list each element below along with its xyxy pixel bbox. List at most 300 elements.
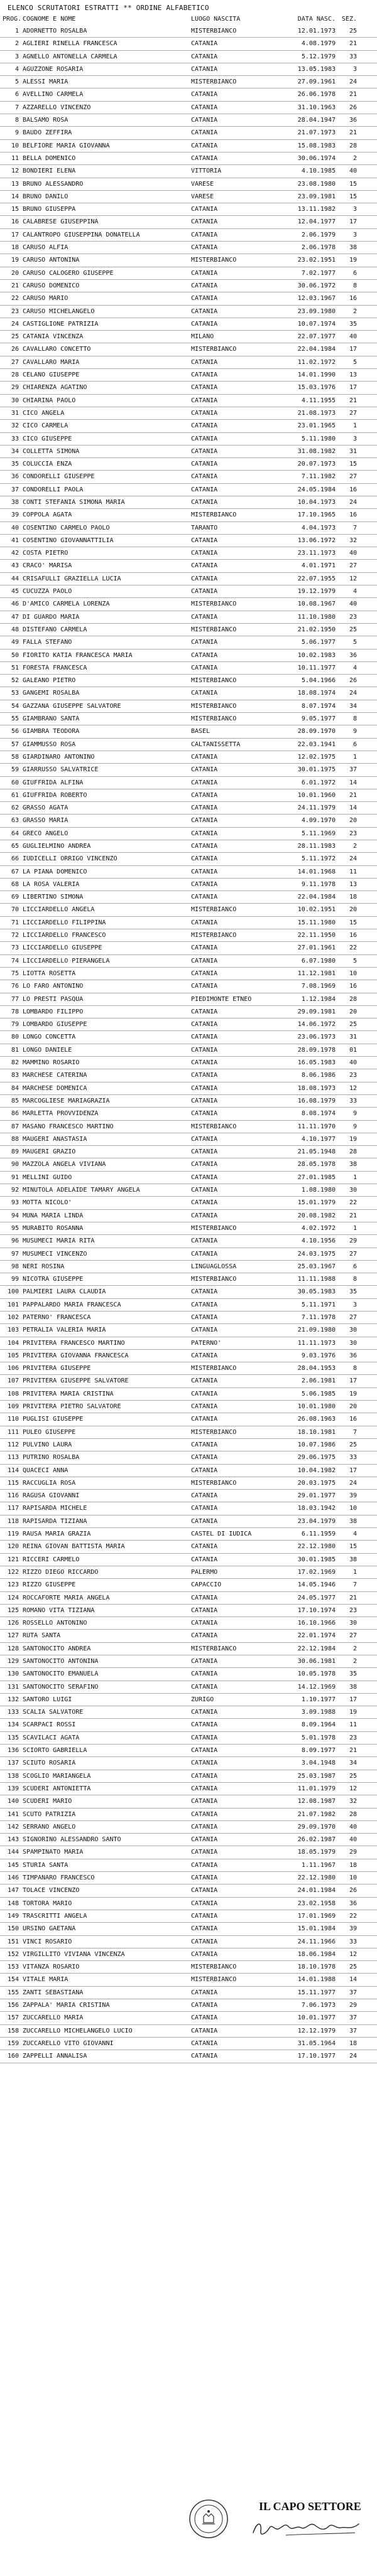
table-row (0, 585, 377, 598)
table-row (0, 929, 377, 942)
table-row (0, 1069, 377, 1082)
row-birthdate: 18.05.1979 (297, 1849, 336, 1856)
row-number: 124 (7, 1594, 19, 1601)
row-number: 83 (11, 1072, 19, 1079)
table-row (0, 1197, 377, 1209)
row-birthdate: 18.10.1981 (297, 1428, 336, 1436)
row-number: 113 (7, 1454, 19, 1462)
table-row (0, 1605, 377, 1617)
row-number: 107 (7, 1377, 19, 1385)
row-name: NICOTRA GIUSEPPE (23, 1276, 84, 1283)
row-birthplace: CATANIA (191, 1199, 218, 1207)
row-birthdate: 5.06.1977 (301, 639, 336, 646)
row-number: 135 (7, 1734, 19, 1741)
row-section: 39 (349, 1925, 357, 1933)
row-section: 7 (352, 524, 357, 532)
table-row (0, 1668, 377, 1681)
row-name: LICCIARDELLO GIUSEPPE (23, 944, 102, 952)
row-name: CELANO GIUSEPPE (23, 371, 80, 379)
row-name: AGLIERI RINELLA FRANCESCA (23, 40, 117, 48)
row-birthplace: CATANIA (191, 957, 218, 965)
row-number: 15 (11, 206, 19, 213)
table-row (0, 649, 377, 662)
row-number: 26 (11, 346, 19, 353)
row-number: 56 (11, 728, 19, 735)
row-name: VIRGILLITO VIVIANA VINCENZA (23, 1950, 125, 1958)
row-birthplace: CATANIA (191, 1034, 218, 1041)
row-section: 16 (349, 295, 357, 302)
row-section: 30 (349, 1327, 357, 1334)
table-row (0, 1579, 377, 1591)
row-birthplace: CATANIA (191, 1008, 218, 1015)
row-section: 20 (349, 1008, 357, 1015)
row-birthplace: MISTERBIANCO (191, 1976, 237, 1984)
row-number: 25 (11, 333, 19, 341)
table-row (0, 292, 377, 305)
table-row (0, 828, 377, 840)
row-birthdate: 5.04.1966 (301, 677, 336, 685)
row-section: 35 (349, 320, 357, 328)
row-birthdate: 10.01.1980 (297, 1403, 336, 1411)
row-birthplace: MISTERBIANCO (191, 715, 237, 723)
row-section: 12 (349, 1084, 357, 1092)
table-row (0, 51, 377, 63)
row-birthplace: CATANIA (191, 1517, 218, 1525)
row-birthdate: 15.11.1977 (297, 1989, 336, 1996)
row-name: BELFIORE MARIA GIOVANNA (23, 142, 110, 149)
table-row (0, 407, 377, 420)
row-number: 123 (7, 1581, 19, 1589)
row-section: 3 (352, 65, 357, 73)
row-number: 88 (11, 1135, 19, 1143)
table-row (0, 1006, 377, 1018)
row-birthplace: CATANIA (191, 779, 218, 786)
table-row (0, 560, 377, 572)
row-name: CATANIA VINCENZA (23, 333, 84, 341)
row-name: MASANO FRANCESCO MARTINO (23, 1123, 114, 1130)
row-birthplace: CATANIA (191, 422, 218, 430)
page-title: ELENCO SCRUTATORI ESTRATTI ** ORDINE ALFABETICO (8, 4, 209, 12)
row-section: 23 (349, 830, 357, 837)
row-section: 31 (349, 447, 357, 455)
row-birthplace: CATANIA (191, 1620, 218, 1627)
row-birthdate: 21.08.1973 (297, 409, 336, 417)
row-section: 3 (352, 1301, 357, 1308)
row-birthplace: CATANIA (191, 1250, 218, 1258)
row-name: FIORITO KATIA FRANCESCA MARIA (23, 651, 133, 659)
row-birthplace: CATANIA (191, 218, 218, 226)
row-name: LICCIARDELLO PIERANGELA (23, 957, 110, 965)
row-name: MARCHESE CATERINA (23, 1072, 87, 1079)
row-birthplace: CATANIA (191, 1721, 218, 1729)
table-row (0, 1974, 377, 1986)
row-name: CALABRESE GIUSEPPINA (23, 218, 99, 226)
row-number: 155 (7, 1989, 19, 1996)
table-row (0, 471, 377, 483)
row-birthdate: 3.04.1948 (301, 1760, 336, 1767)
row-birthdate: 16.10.1966 (297, 1620, 336, 1627)
row-number: 108 (7, 1390, 19, 1398)
table-row (0, 1248, 377, 1261)
row-birthdate: 11.11.1970 (297, 1123, 336, 1130)
table-row (0, 1337, 377, 1350)
row-name: RACCUGLIA ROSA (23, 1479, 76, 1487)
row-birthplace: CATANIA (191, 397, 218, 404)
row-birthdate: 2.06.1979 (301, 231, 336, 238)
row-number: 11 (11, 154, 19, 162)
row-number: 60 (11, 779, 19, 786)
row-number: 117 (7, 1505, 19, 1512)
row-birthplace: CATANIA (191, 307, 218, 315)
row-number: 114 (7, 1467, 19, 1474)
table-row (0, 1375, 377, 1387)
row-birthplace: CATANIA (191, 817, 218, 825)
row-section: 21 (349, 129, 357, 137)
row-birthplace: CATANIA (191, 664, 218, 671)
row-number: 131 (7, 1683, 19, 1691)
row-name: MARCHESE DOMENICA (23, 1084, 87, 1092)
row-section: 29 (349, 1237, 357, 1245)
row-birthdate: 11.01.1979 (297, 1785, 336, 1792)
row-number: 46 (11, 601, 19, 608)
row-birthdate: 1.11.1967 (301, 1861, 336, 1869)
row-name: SCUDERI MARIO (23, 1798, 72, 1805)
row-number: 89 (11, 1148, 19, 1156)
row-name: RIZZO DIEGO RICCARDO (23, 1568, 99, 1576)
row-section: 8 (352, 1365, 357, 1372)
row-number: 32 (11, 422, 19, 430)
row-number: 112 (7, 1441, 19, 1448)
row-birthdate: 28.05.1978 (297, 1161, 336, 1168)
row-name: CARUSO CALOGERO GIUSEPPE (23, 269, 114, 277)
row-section: 25 (349, 1441, 357, 1448)
row-section: 30 (349, 1339, 357, 1347)
row-number: 85 (11, 1097, 19, 1104)
row-section: 40 (349, 1836, 357, 1844)
row-number: 63 (11, 817, 19, 825)
table-row (0, 356, 377, 369)
row-number: 101 (7, 1301, 19, 1308)
row-section: 11 (349, 1721, 357, 1729)
row-name: URSINO GAETANA (23, 1925, 76, 1933)
table-row (0, 1312, 377, 1324)
row-name: LO FARO ANTONINO (23, 983, 84, 990)
column-header-section: SEZ. (341, 16, 357, 23)
row-birthplace: CATANIA (191, 1810, 218, 1818)
row-name: PALMIERI LAURA CLAUDIA (23, 1288, 106, 1296)
row-name: CHIARENZA AGATINO (23, 384, 87, 392)
row-name: SCIUTO ROSARIA (23, 1760, 76, 1767)
row-number: 19 (11, 257, 19, 264)
row-number: 68 (11, 880, 19, 888)
row-number: 64 (11, 830, 19, 837)
row-birthplace: CATANIA (191, 1887, 218, 1895)
row-number: 40 (11, 524, 19, 532)
table-row (0, 751, 377, 764)
table-row (0, 420, 377, 432)
row-number: 102 (7, 1313, 19, 1321)
row-name: RICCERI CARMELO (23, 1556, 80, 1563)
table-row (0, 1884, 377, 1897)
row-section: 20 (349, 817, 357, 825)
row-name: CARUSO MICHELANGELO (23, 307, 95, 315)
row-birthplace: CATANIA (191, 1594, 218, 1601)
row-number: 42 (11, 550, 19, 557)
row-name: COLUCCIA ENZA (23, 461, 72, 468)
row-birthplace: CATANIA (191, 154, 218, 162)
row-birthdate: 24.11.1966 (297, 1938, 336, 1945)
table-row (0, 1095, 377, 1108)
row-birthdate: 6.01.1972 (301, 779, 336, 786)
table-row (0, 2038, 377, 2050)
row-name: COSTA PIETRO (23, 550, 68, 557)
table-row (0, 127, 377, 139)
table-row (0, 1515, 377, 1528)
row-name: SERRANO ANGELO (23, 1823, 76, 1830)
column-header-birthplace: LUOGO NASCITA (191, 16, 241, 23)
row-birthplace: MISTERBIANCO (191, 28, 237, 35)
row-birthplace: CATANIA (191, 639, 218, 646)
row-number: 75 (11, 970, 19, 977)
row-birthplace: MISTERBIANCO (191, 932, 237, 939)
row-section: 26 (349, 1887, 357, 1895)
row-number: 54 (11, 702, 19, 710)
row-birthdate: 22.07.1977 (297, 333, 336, 341)
row-number: 104 (7, 1339, 19, 1347)
row-name: MUSUMECI MARIA RITA (23, 1237, 95, 1245)
row-name: MARLETTA PROVVIDENZA (23, 1110, 99, 1118)
table-row (0, 2050, 377, 2063)
row-name: COPPOLA AGATA (23, 511, 72, 519)
row-birthdate: 8.07.1974 (301, 702, 336, 710)
row-number: 141 (7, 1810, 19, 1818)
table-row (0, 1821, 377, 1834)
table-row (0, 1044, 377, 1057)
table-row (0, 802, 377, 815)
row-name: SCARPACI ROSSI (23, 1721, 76, 1729)
row-section: 1 (352, 422, 357, 430)
table-row (0, 496, 377, 509)
row-birthplace: CATANIA (191, 1327, 218, 1334)
row-name: TRASCRITTI ANGELA (23, 1912, 87, 1920)
row-number: 55 (11, 715, 19, 723)
row-number: 29 (11, 384, 19, 392)
row-number: 53 (11, 690, 19, 697)
row-section: 7 (352, 1581, 357, 1589)
row-birthplace: CATANIA (191, 843, 218, 850)
row-name: MOTTA NICOLO' (23, 1199, 72, 1207)
row-name: AGNELLO ANTONELLA CARMELA (23, 53, 117, 60)
row-birthplace: CATANIA (191, 1849, 218, 1856)
row-number: 121 (7, 1556, 19, 1563)
table-row (0, 1477, 377, 1490)
table-row (0, 993, 377, 1006)
row-name: NERI ROSINA (23, 1263, 65, 1270)
table-row (0, 764, 377, 776)
row-name: CHIARINA PAOLO (23, 397, 76, 404)
row-section: 27 (349, 473, 357, 481)
row-number: 79 (11, 1021, 19, 1029)
row-birthplace: CATANIA (191, 1492, 218, 1500)
row-name: SCAVILACI AGATA (23, 1734, 80, 1741)
table-row (0, 1108, 377, 1120)
row-section: 37 (349, 1989, 357, 1996)
row-birthplace: CATANIA (191, 1416, 218, 1423)
row-section: 15 (349, 193, 357, 200)
row-section: 15 (349, 180, 357, 188)
row-birthplace: CATANIA (191, 1900, 218, 1907)
row-number: 109 (7, 1403, 19, 1411)
row-section: 33 (349, 53, 357, 60)
row-section: 16 (349, 511, 357, 519)
row-name: AVELLINO CARMELA (23, 91, 84, 99)
table-row (0, 1859, 377, 1872)
row-birthdate: 28.04.1947 (297, 117, 336, 124)
row-birthdate: 18.08.1974 (297, 690, 336, 697)
row-birthplace: CATANIA (191, 2039, 218, 2047)
row-birthplace: CATANIA (191, 1097, 218, 1104)
row-birthdate: 29.01.1977 (297, 1492, 336, 1500)
row-birthplace: CATANIA (191, 766, 218, 774)
row-birthplace: CATANIA (191, 295, 218, 302)
table-row (0, 102, 377, 114)
row-birthplace: CATANIA (191, 1377, 218, 1385)
row-number: 52 (11, 677, 19, 685)
row-section: 18 (349, 1861, 357, 1869)
row-name: PAPPALARDO MARIA FRANCESCA (23, 1301, 121, 1308)
row-birthdate: 28.09.1978 (297, 1046, 336, 1054)
row-section: 8 (352, 715, 357, 723)
row-section: 21 (349, 91, 357, 99)
table-header (0, 15, 377, 24)
row-name: CARUSO MARIO (23, 295, 68, 302)
row-birthdate: 30.06.1981 (297, 1658, 336, 1665)
table-row (0, 25, 377, 38)
row-birthplace: CASTEL DI IUDICA (191, 1531, 252, 1538)
row-name: GIUFFRIDA ALFINA (23, 779, 84, 786)
row-number: 149 (7, 1912, 19, 1920)
row-number: 134 (7, 1721, 19, 1729)
row-number: 39 (11, 511, 19, 519)
row-name: CARUSO ALFIA (23, 244, 68, 252)
row-section: 10 (349, 1505, 357, 1512)
row-section: 40 (349, 168, 357, 175)
table-row (0, 1681, 377, 1694)
row-section: 24 (349, 2053, 357, 2060)
row-name: ZUCCARELLO MICHELANGELO LUCIO (23, 2027, 133, 2034)
row-birthdate: 5.01.1978 (301, 1734, 336, 1741)
row-name: ZUCCARELLO VITO GIOVANNI (23, 2039, 114, 2047)
table-row (0, 343, 377, 356)
table-row (0, 446, 377, 458)
row-number: 128 (7, 1645, 19, 1652)
table-row (0, 1719, 377, 1731)
row-name: GAZZANA GIUSEPPE SALVATORE (23, 702, 121, 710)
row-birthplace: CATANIA (191, 970, 218, 977)
row-number: 7 (14, 104, 19, 111)
row-section: 34 (349, 1760, 357, 1767)
table-row (0, 573, 377, 585)
row-birthplace: CATANIA (191, 104, 218, 111)
table-row (0, 1451, 377, 1464)
row-number: 98 (11, 1263, 19, 1270)
table-row (0, 1350, 377, 1362)
row-section: 14 (349, 804, 357, 812)
signatory-title: IL CAPO SETTORE (259, 2500, 361, 2513)
row-number: 158 (7, 2027, 19, 2034)
table-row (0, 1655, 377, 1668)
row-name: LA PIANA DOMENICO (23, 868, 87, 875)
row-number: 21 (11, 282, 19, 289)
row-section: 24 (349, 78, 357, 86)
row-section: 40 (349, 550, 357, 557)
row-birthplace: CATANIA (191, 588, 218, 596)
row-birthplace: CATANIA (191, 1683, 218, 1691)
row-birthplace: MISTERBIANCO (191, 1123, 237, 1130)
table-row (0, 1082, 377, 1095)
row-birthdate: 11.12.1981 (297, 970, 336, 977)
row-name: AGUZZONE ROSARIA (23, 65, 84, 73)
row-birthplace: CATANIA (191, 1861, 218, 1869)
row-birthdate: 21.07.1973 (297, 129, 336, 137)
row-number: 59 (11, 766, 19, 774)
row-section: 38 (349, 1161, 357, 1168)
row-birthplace: CATANIA (191, 753, 218, 761)
row-birthplace: CATANIA (191, 651, 218, 659)
row-birthplace: CATANIA (191, 1403, 218, 1411)
row-name: RIZZO GIUSEPPE (23, 1581, 76, 1589)
column-header-birthdate: DATA NASC. (297, 16, 336, 23)
row-number: 90 (11, 1161, 19, 1168)
row-section: 23 (349, 1734, 357, 1741)
row-birthdate: 23.08.1980 (297, 180, 336, 188)
row-section: 7 (352, 1428, 357, 1436)
table-row (0, 140, 377, 152)
row-name: COSENTINO GIOVANNATTILIA (23, 537, 114, 544)
row-birthplace: CATANIA (191, 1760, 218, 1767)
row-section: 15 (349, 919, 357, 926)
table-row (0, 879, 377, 891)
table-row (0, 1910, 377, 1923)
row-birthplace: CATANIA (191, 486, 218, 493)
row-birthdate: 15.01.1984 (297, 1925, 336, 1933)
row-number: 119 (7, 1531, 19, 1538)
row-name: RUTA SANTA (23, 1632, 61, 1640)
row-number: 146 (7, 1874, 19, 1882)
row-number: 137 (7, 1760, 19, 1767)
table-row (0, 713, 377, 725)
row-birthplace: CALTANISSETTA (191, 740, 241, 748)
row-section: 21 (349, 1212, 357, 1219)
row-birthdate: 15.01.1979 (297, 1199, 336, 1207)
row-birthdate: 23.01.1965 (297, 422, 336, 430)
row-birthdate: 26.02.1987 (297, 1836, 336, 1844)
table-row (0, 63, 377, 76)
row-birthplace: CATANIA (191, 371, 218, 379)
row-name: RAPISARDA MICHELE (23, 1505, 87, 1512)
row-birthdate: 14.06.1972 (297, 1021, 336, 1029)
row-name: LICCIARDELLO ANGELA (23, 906, 95, 914)
row-birthdate: 23.11.1973 (297, 550, 336, 557)
row-name: FALLA STEFANO (23, 639, 72, 646)
row-number: 97 (11, 1250, 19, 1258)
table-row (0, 547, 377, 560)
row-section: 1 (352, 1224, 357, 1232)
row-birthplace: ZURIGO (191, 1696, 214, 1703)
row-birthdate: 12.03.1967 (297, 295, 336, 302)
row-birthdate: 7.11.1982 (301, 473, 336, 481)
row-section: 19 (349, 1135, 357, 1143)
